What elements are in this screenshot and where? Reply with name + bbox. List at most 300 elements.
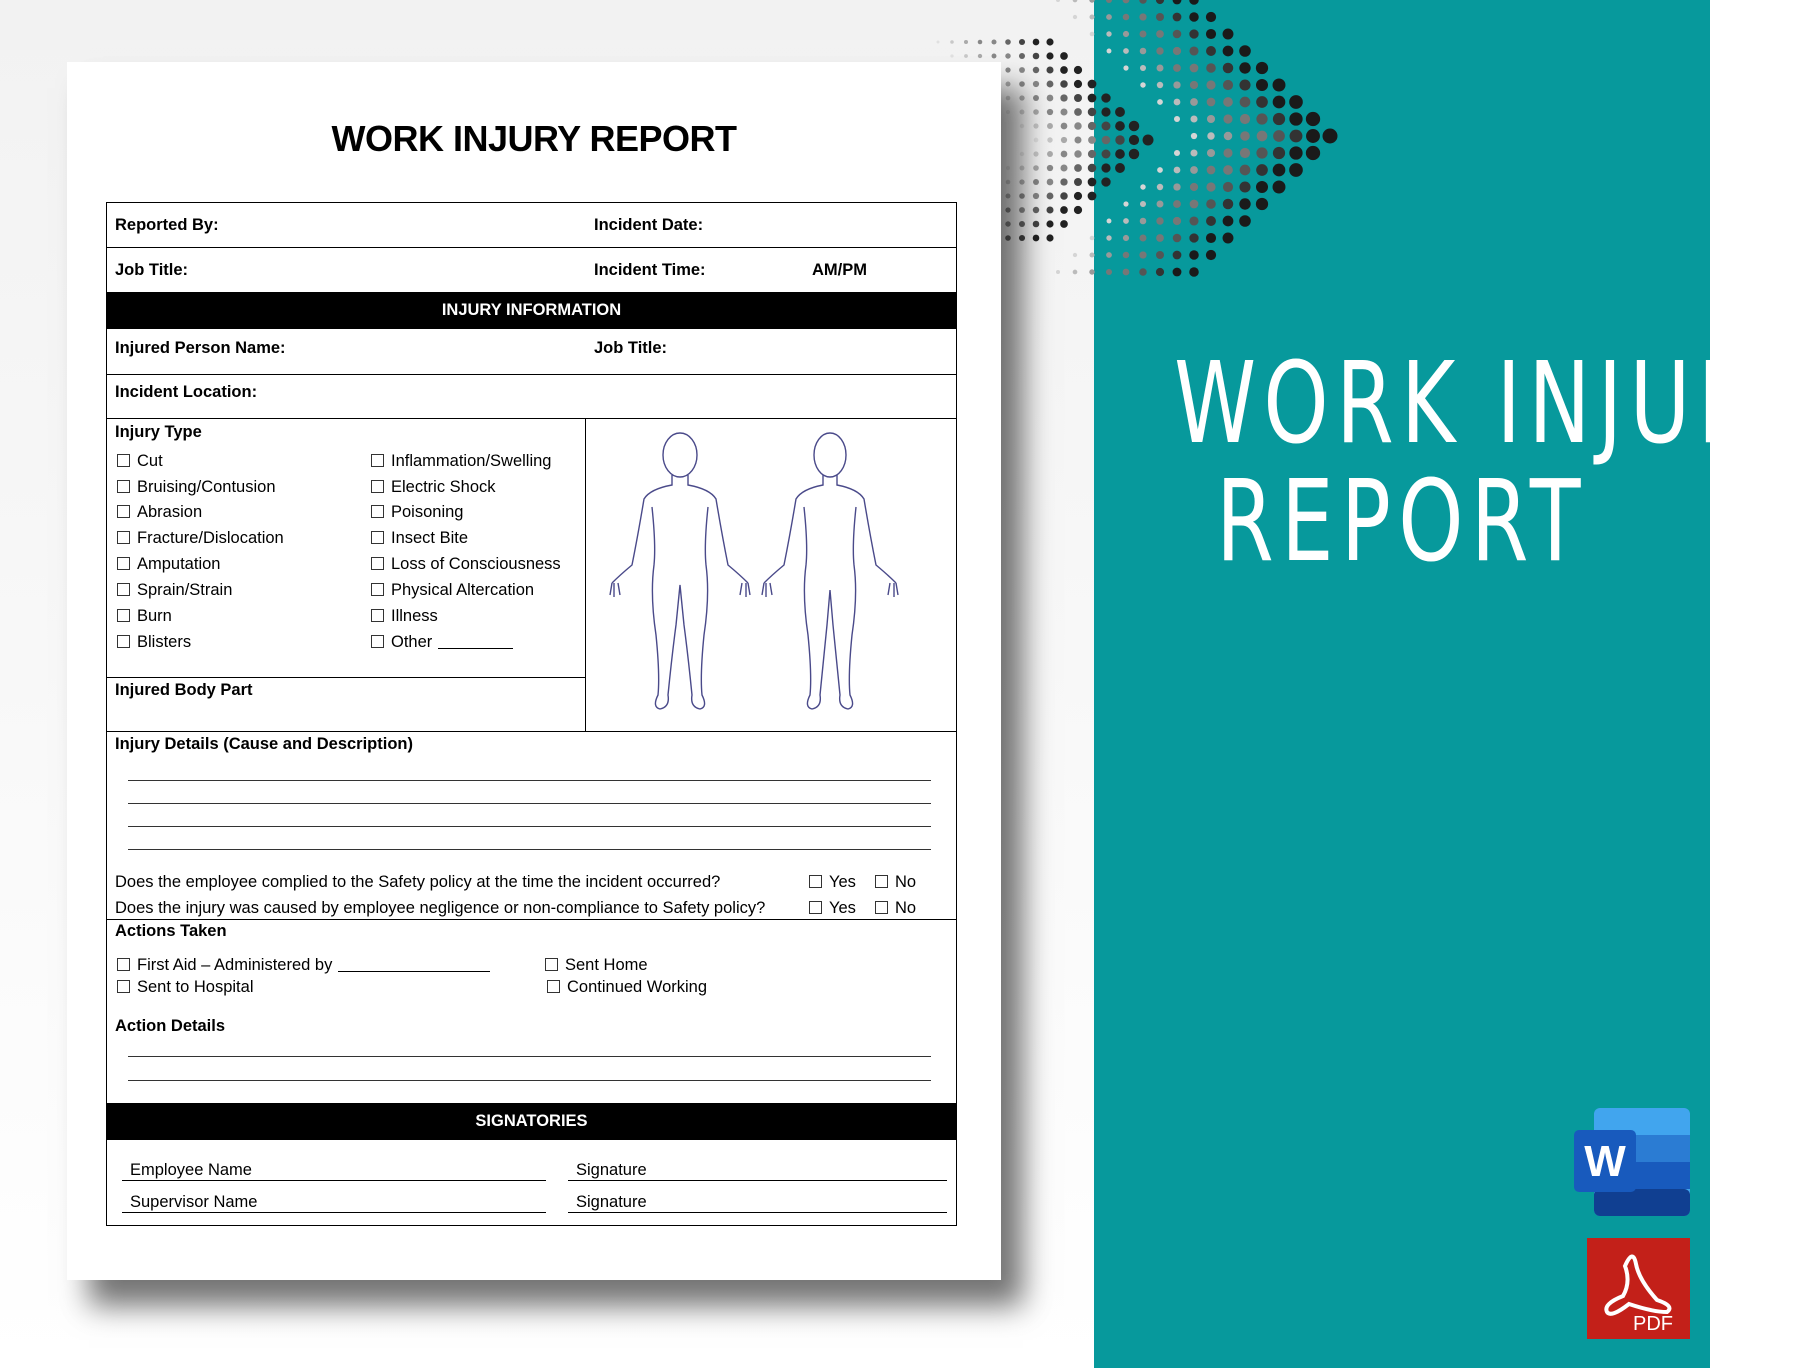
halftone-dot (1240, 148, 1250, 158)
option-label: Illness (391, 607, 438, 625)
checkbox[interactable] (117, 583, 130, 596)
halftone-dot (1088, 178, 1097, 187)
halftone-dot (1173, 30, 1182, 39)
halftone-dot (1189, 0, 1199, 5)
halftone-dot (1289, 146, 1302, 159)
job-title-label: Job Title: (115, 261, 189, 279)
halftone-dot (1019, 81, 1025, 87)
option-label: Continued Working (567, 978, 708, 996)
halftone-dot (964, 54, 968, 58)
checkbox[interactable] (117, 609, 130, 622)
halftone-dot (1173, 13, 1182, 22)
writing-line[interactable] (128, 803, 931, 804)
halftone-dot (1089, 252, 1094, 257)
halftone-dot (1273, 164, 1286, 177)
halftone-dot (1033, 235, 1040, 242)
halftone-dot (1034, 138, 1039, 143)
checkbox[interactable] (809, 901, 822, 914)
halftone-dot (1223, 29, 1234, 40)
halftone-dot (1088, 122, 1096, 130)
checkbox[interactable] (809, 875, 822, 888)
checkbox[interactable] (117, 958, 130, 971)
halftone-dot (950, 40, 954, 44)
halftone-dot (1223, 199, 1234, 210)
halftone-dot (1129, 121, 1139, 131)
halftone-dot (1174, 116, 1180, 122)
halftone-dot (1033, 109, 1039, 115)
checkbox[interactable] (117, 480, 130, 493)
injury-type-fracture[interactable] (117, 529, 284, 548)
halftone-dot (1061, 137, 1067, 143)
option-label: Abrasion (137, 503, 203, 521)
halftone-dot (1174, 150, 1180, 156)
halftone-dot (1060, 66, 1068, 74)
halftone-dot (1005, 53, 1010, 58)
halftone-dot (1090, 236, 1095, 241)
halftone-dot (1239, 198, 1250, 209)
halftone-dot (1006, 194, 1011, 199)
halftone-dot (1190, 166, 1198, 174)
injury-type-amputation[interactable] (117, 555, 220, 574)
incident-date-label: Incident Date: (594, 216, 704, 234)
checkbox[interactable] (117, 557, 130, 570)
action-details-heading: Action Details (115, 1017, 226, 1035)
question-safety-compliance: Does the employee complied to the Safety policy at the time the incident occurred? (115, 873, 721, 891)
checkbox[interactable] (117, 635, 130, 648)
halftone-dot (1123, 269, 1130, 276)
action-first-aid[interactable] (117, 956, 490, 975)
injury-type-bruising[interactable] (117, 478, 276, 497)
halftone-dot (1046, 52, 1053, 59)
halftone-dot (1156, 0, 1164, 4)
halftone-dot (1102, 150, 1111, 159)
option-label: Insect Bite (391, 529, 469, 547)
checkbox[interactable] (371, 635, 384, 648)
divider (107, 374, 956, 375)
halftone-dot (1033, 165, 1039, 171)
checkbox[interactable] (117, 454, 130, 467)
halftone-dot (1173, 64, 1181, 72)
halftone-dot (1115, 121, 1125, 131)
injury-type-burn[interactable] (117, 607, 172, 626)
checkbox[interactable] (371, 557, 384, 570)
halftone-dot (1206, 233, 1216, 243)
body-front-figure (610, 433, 750, 709)
halftone-dot (1060, 192, 1068, 200)
halftone-dot (1223, 114, 1232, 123)
document-page (67, 62, 1001, 1280)
halftone-dot (1006, 96, 1011, 101)
halftone-dot (1173, 268, 1182, 277)
halftone-dot (1101, 163, 1110, 172)
option-label: No (895, 899, 917, 917)
option-label: Fracture/Dislocation (137, 529, 284, 547)
halftone-dot (992, 54, 997, 59)
halftone-dot (991, 39, 996, 44)
halftone-dot (1123, 252, 1130, 259)
writing-line[interactable] (128, 849, 931, 850)
halftone-dot (1089, 0, 1094, 3)
halftone-dot (1033, 193, 1039, 199)
option-label: No (895, 873, 917, 891)
injured-body-part-label: Injured Body Part (115, 681, 253, 699)
injury-type-electric-shock[interactable] (371, 478, 496, 497)
halftone-dot (1060, 164, 1067, 171)
halftone-dot (1123, 14, 1130, 21)
halftone-dot (1206, 12, 1216, 22)
halftone-dot (1240, 165, 1251, 176)
halftone-dot (1047, 137, 1052, 142)
halftone-dot (1033, 39, 1040, 46)
injury-type-illness[interactable] (371, 607, 438, 626)
checkbox[interactable] (117, 980, 130, 993)
halftone-dot (1190, 64, 1199, 73)
halftone-dot (1047, 123, 1053, 129)
halftone-dot (1074, 108, 1082, 116)
other-blank[interactable] (438, 634, 513, 649)
halftone-dot (1020, 124, 1024, 128)
halftone-dot (1140, 218, 1147, 225)
injury-type-physical-altercation[interactable] (371, 581, 534, 600)
halftone-dot (1140, 65, 1146, 71)
halftone-dot (1033, 207, 1039, 213)
q1-no-option[interactable] (875, 873, 916, 892)
halftone-dot (1033, 95, 1039, 101)
incident-time-label: Incident Time: (594, 261, 706, 279)
promo-line-1: WORK INJURY (1174, 339, 1815, 469)
option-label: Electric Shock (391, 478, 496, 496)
checkbox[interactable] (371, 531, 384, 544)
halftone-dot (1060, 178, 1067, 185)
halftone-dot (1207, 166, 1216, 175)
checkbox[interactable] (875, 875, 888, 888)
halftone-dot (1306, 146, 1320, 160)
option-label: Yes (829, 873, 856, 891)
document-title: WORK INJURY REPORT (331, 118, 737, 159)
injured-job-title-label: Job Title: (594, 339, 668, 357)
injury-type-inflammation[interactable] (371, 452, 552, 471)
halftone-dot (1074, 80, 1082, 88)
promo-line-2: REPORT (1216, 457, 1588, 587)
halftone-dot (1074, 94, 1082, 102)
halftone-dot (1139, 251, 1146, 258)
halftone-dot (1060, 108, 1067, 115)
halftone-dot (1223, 63, 1234, 74)
injury-type-blisters[interactable] (117, 633, 191, 652)
halftone-dot (1047, 81, 1054, 88)
injury-type-abrasion[interactable] (117, 503, 202, 522)
halftone-dot (1190, 98, 1198, 106)
action-sent-home[interactable] (545, 956, 648, 975)
halftone-dot (1129, 149, 1139, 159)
employee-signature-line[interactable] (568, 1161, 947, 1181)
halftone-dot (1239, 181, 1250, 192)
option-label: Poisoning (391, 503, 464, 521)
halftone-dot (1173, 47, 1181, 55)
halftone-dot (1256, 96, 1268, 108)
halftone-dot (1173, 251, 1182, 260)
halftone-dot (1239, 62, 1250, 73)
checkbox[interactable] (371, 505, 384, 518)
halftone-dot (1256, 79, 1268, 91)
halftone-dot (1088, 150, 1096, 158)
halftone-dot (1106, 0, 1112, 3)
checkbox[interactable] (117, 531, 130, 544)
halftone-dot (1088, 80, 1097, 89)
halftone-dot (1088, 164, 1096, 172)
halftone-dot (1223, 148, 1232, 157)
signature-label: Signature (576, 1193, 647, 1211)
halftone-dot (1123, 218, 1129, 224)
halftone-dot (1256, 164, 1268, 176)
halftone-dot (1239, 79, 1250, 90)
halftone-dot (1020, 110, 1025, 115)
word-letter: W (1584, 1137, 1626, 1186)
divider (107, 731, 956, 732)
halftone-dot (1129, 135, 1139, 145)
checkbox[interactable] (117, 505, 130, 518)
halftone-dot (1190, 81, 1198, 89)
halftone-dot (1060, 80, 1068, 88)
halftone-dot (1157, 201, 1164, 208)
halftone-dot (1019, 207, 1025, 213)
halftone-dot (1106, 14, 1112, 20)
halftone-dot (1056, 0, 1060, 2)
injury-type-insect-bite[interactable] (371, 529, 468, 548)
injury-type-heading: Injury Type (115, 423, 202, 441)
halftone-dot (1190, 149, 1197, 156)
checkbox[interactable] (371, 480, 384, 493)
option-label: Physical Altercation (391, 581, 535, 599)
checkbox[interactable] (545, 958, 558, 971)
halftone-dot (1223, 165, 1233, 175)
option-label: Loss of Consciousness (391, 555, 561, 573)
checkbox[interactable] (371, 454, 384, 467)
halftone-dot (1190, 200, 1199, 209)
halftone-dot (1019, 193, 1025, 199)
halftone-dot (1157, 82, 1163, 88)
pdf-label: PDF (1633, 1313, 1673, 1335)
action-sent-to-hospital[interactable] (117, 978, 253, 997)
checkbox[interactable] (371, 609, 384, 622)
halftone-dot (1273, 181, 1286, 194)
halftone-dot (1033, 151, 1038, 156)
injury-type-other[interactable] (371, 633, 513, 652)
actions-taken-heading: Actions Taken (115, 922, 227, 940)
word-icon (1574, 1108, 1690, 1216)
halftone-dot (1206, 216, 1216, 226)
halftone-dot (1074, 150, 1081, 157)
injury-type-cut[interactable] (117, 452, 163, 471)
halftone-dot (978, 40, 983, 45)
halftone-dot (1047, 179, 1054, 186)
halftone-dot (1020, 152, 1024, 156)
halftone-dot (1074, 66, 1082, 74)
halftone-dot (1173, 0, 1182, 4)
halftone-dot (1257, 131, 1268, 142)
body-diagram (580, 415, 956, 725)
option-label: Other (391, 633, 433, 651)
halftone-dot (1088, 108, 1096, 116)
halftone-dot (1173, 217, 1181, 225)
halftone-dot (1206, 199, 1216, 209)
halftone-dot (1088, 94, 1097, 103)
checkbox[interactable] (371, 583, 384, 596)
halftone-dot (1115, 163, 1125, 173)
halftone-dot (1033, 123, 1038, 128)
halftone-dot (1156, 234, 1164, 242)
halftone-dot (1223, 216, 1234, 227)
halftone-dot (1223, 46, 1234, 57)
halftone-dot (1123, 65, 1128, 70)
halftone-dot (1101, 177, 1110, 186)
option-label: Sent Home (565, 956, 648, 974)
halftone-dot (1207, 115, 1215, 123)
halftone-dot (1046, 206, 1053, 213)
halftone-dot (1047, 109, 1053, 115)
question-negligence: Does the injury was caused by employee negligence or non-compliance to Safety policy? (115, 899, 766, 917)
halftone-dot (1240, 114, 1250, 124)
halftone-dot (1106, 31, 1111, 36)
halftone-dot (1033, 67, 1039, 73)
halftone-dot (1289, 95, 1303, 109)
halftone-dot (1089, 14, 1094, 19)
halftone-dot (1123, 201, 1128, 206)
supervisor-signature-line[interactable] (568, 1193, 947, 1213)
option-label: Burn (137, 607, 172, 625)
halftone-dot (1047, 193, 1054, 200)
halftone-dot (1139, 0, 1146, 4)
injury-type-loss-of-consciousness[interactable] (371, 555, 561, 574)
option-label: Blisters (137, 633, 192, 651)
halftone-dot (1223, 97, 1233, 107)
halftone-dot (1256, 181, 1268, 193)
halftone-dot (1073, 0, 1078, 2)
halftone-dot (1273, 113, 1285, 125)
halftone-dot (1189, 233, 1198, 242)
injury-type-sprain[interactable] (117, 581, 232, 600)
writing-line[interactable] (128, 1056, 931, 1057)
halftone-dot (1046, 234, 1053, 241)
checkbox[interactable] (875, 901, 888, 914)
halftone-dot (1005, 235, 1011, 241)
writing-line[interactable] (128, 780, 931, 781)
halftone-dot (1019, 179, 1024, 184)
option-label: Cut (137, 452, 163, 470)
halftone-dot (1239, 215, 1251, 227)
halftone-dot (1033, 221, 1040, 228)
body-back-figure (762, 433, 898, 709)
halftone-dot (1060, 52, 1068, 60)
halftone-dot (1207, 149, 1215, 157)
action-continued-working[interactable] (547, 978, 707, 997)
administered-by-blank[interactable] (338, 957, 490, 972)
halftone-dot (1157, 65, 1164, 72)
halftone-dot (1256, 147, 1267, 158)
halftone-dot (1073, 15, 1077, 19)
halftone-dot (1005, 67, 1010, 72)
halftone-dot (1273, 130, 1285, 142)
injury-information-band: INJURY INFORMATION (107, 292, 956, 329)
halftone-dot (1323, 129, 1338, 144)
halftone-dot (1088, 136, 1096, 144)
halftone-dot (1273, 147, 1285, 159)
halftone-dot (1289, 163, 1303, 177)
halftone-dot (1115, 149, 1125, 159)
promo-title (1174, 339, 1815, 587)
halftone-dot (1173, 81, 1180, 88)
halftone-dot (1273, 96, 1286, 109)
halftone-dot (1256, 62, 1268, 74)
halftone-dot (1060, 94, 1067, 101)
halftone-dot (1157, 184, 1163, 190)
halftone-dot (1089, 269, 1094, 274)
option-label: Sent to Hospital (137, 978, 254, 996)
halftone-dot (1019, 95, 1024, 100)
halftone-dot (1140, 48, 1147, 55)
am-pm-label: AM/PM (812, 261, 867, 279)
halftone-dot (1191, 133, 1197, 139)
employee-name-label: Employee Name (130, 1161, 252, 1179)
halftone-dot (1139, 13, 1146, 20)
q1-yes-option[interactable] (809, 873, 856, 892)
halftone-dot (1173, 234, 1182, 243)
halftone-dot (1073, 270, 1078, 275)
halftone-dot (1189, 216, 1198, 225)
halftone-dot (1061, 151, 1068, 158)
halftone-dot (1206, 29, 1216, 39)
halftone-dot (1107, 219, 1112, 224)
reported-by-label: Reported By: (115, 216, 219, 234)
writing-line[interactable] (128, 826, 931, 827)
supervisor-name-line[interactable] (122, 1193, 546, 1213)
halftone-dot (1206, 46, 1216, 56)
q2-no-option[interactable] (875, 899, 916, 918)
halftone-dot (1140, 235, 1147, 242)
halftone-dot (1156, 47, 1163, 54)
halftone-dot (1140, 82, 1145, 87)
checkbox[interactable] (547, 980, 560, 993)
signatories-band: SIGNATORIES (107, 1103, 956, 1140)
halftone-dot (1223, 233, 1234, 244)
option-label: Bruising/Contusion (137, 478, 276, 496)
report-form (106, 202, 957, 1226)
halftone-dot (1061, 123, 1068, 130)
halftone-dot (964, 40, 968, 44)
halftone-dot (1306, 112, 1320, 126)
halftone-dot (1019, 39, 1025, 45)
halftone-dot (1074, 136, 1081, 143)
employee-name-line[interactable] (122, 1161, 546, 1181)
halftone-dot (1102, 136, 1111, 145)
writing-line[interactable] (128, 1080, 931, 1081)
halftone-dot (1239, 45, 1251, 57)
halftone-dot (1189, 250, 1198, 259)
halftone-dot (1047, 151, 1053, 157)
halftone-dot (1156, 268, 1164, 276)
injury-type-poisoning[interactable] (371, 503, 463, 522)
halftone-dot (1019, 221, 1025, 227)
halftone-dot (936, 40, 939, 43)
halftone-dot (1189, 46, 1198, 55)
halftone-dot (1102, 122, 1111, 131)
halftone-dot (1223, 182, 1233, 192)
halftone-dot (1115, 135, 1124, 144)
halftone-dot (1190, 115, 1197, 122)
halftone-dot (1306, 129, 1320, 143)
halftone-dot (1005, 221, 1010, 226)
q2-yes-option[interactable] (809, 899, 856, 918)
